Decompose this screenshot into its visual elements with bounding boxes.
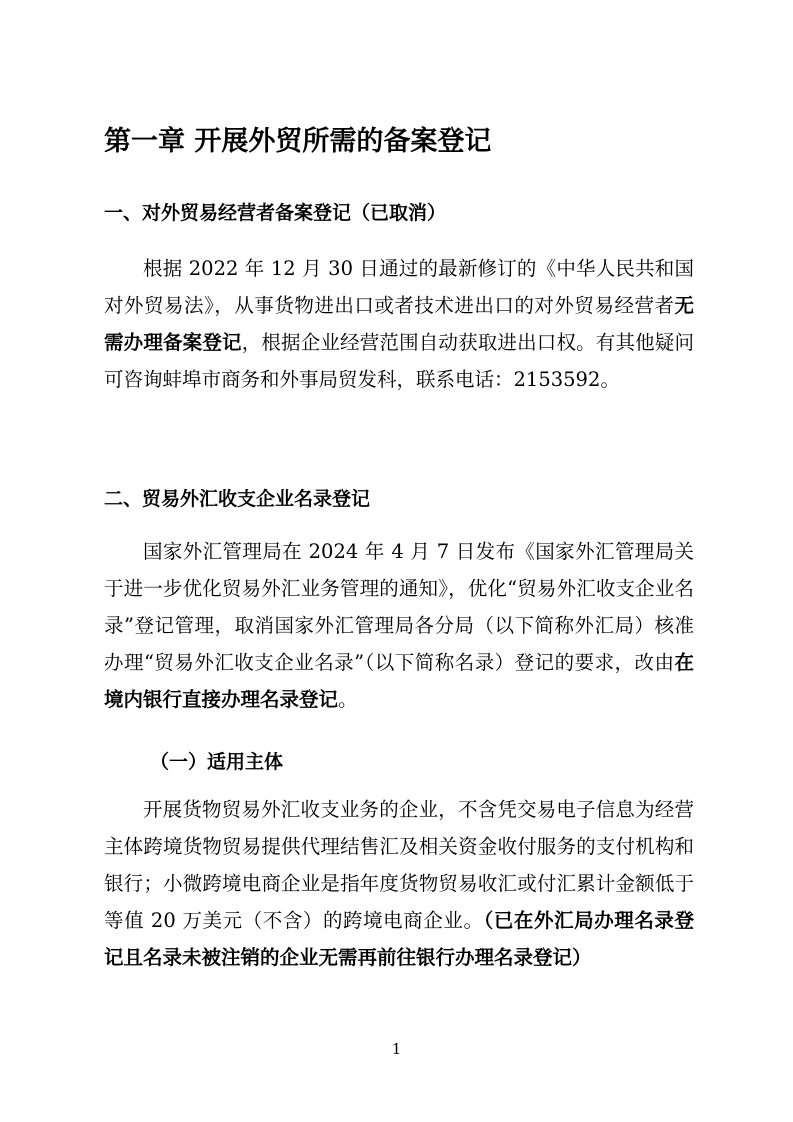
paragraph-bold-text: 在境内银行直接办理名录登记 bbox=[104, 651, 694, 711]
paragraph-text: 国家外汇管理局在 2024 年 4 月 7 日发布《国家外汇管理局关于进一步优化贸易外汇业务管理的通知》，优化“贸易外汇收支企业名录”登记管理，取消国家外汇管理局各分局（以下简称外汇局）核准办理“贸易外汇收支企业名录”（以下简称名录）登记的要求，改由 bbox=[104, 540, 694, 674]
paragraph-text: 。 bbox=[338, 688, 358, 711]
chapter-title: 第一章 开展外贸所需的备案登记 bbox=[104, 126, 492, 157]
page-number: 1 bbox=[391, 1040, 402, 1058]
paragraph-applicable-entities bbox=[104, 791, 694, 976]
paragraph-text: 根据 2022 年 12 月 30 日通过的最新修订的《中华人民共和国对外贸易法》，从事货物进出口或者技术进出口的对外贸易经营者 bbox=[104, 257, 694, 317]
paragraph-forex-registry bbox=[104, 533, 694, 718]
paragraph-bold-text: 无需办理备案登记 bbox=[104, 294, 694, 354]
section-heading-filing: 一、对外贸易经营者备案登记（已取消） bbox=[104, 202, 447, 224]
section-heading-forex-registry: 二、贸易外汇收支企业名录登记 bbox=[104, 488, 371, 510]
subsection-heading-applicable-entities: （一）适用主体 bbox=[150, 751, 284, 773]
paragraph-text: ，根据企业经营范围自动获取进出口权。有其他疑问可咨询蚌埠市商务和外事局贸发科，联系电话：2153592。 bbox=[104, 331, 694, 391]
paragraph-text: 开展货物贸易外汇收支业务的企业，不含凭交易电子信息为经营主体跨境货物贸易提供代理结售汇及相关资金收付服务的支付机构和银行；小微跨境电商企业是指年度货物贸易收汇或付汇累计金额低于等值 20 万美元（不含）的跨境电商企业。 bbox=[104, 798, 694, 932]
paragraph-filing bbox=[104, 250, 694, 398]
paragraph-bold-text: （已在外汇局办理名录登记且名录未被注销的企业无需再前往银行办理名录登记） bbox=[104, 909, 694, 969]
